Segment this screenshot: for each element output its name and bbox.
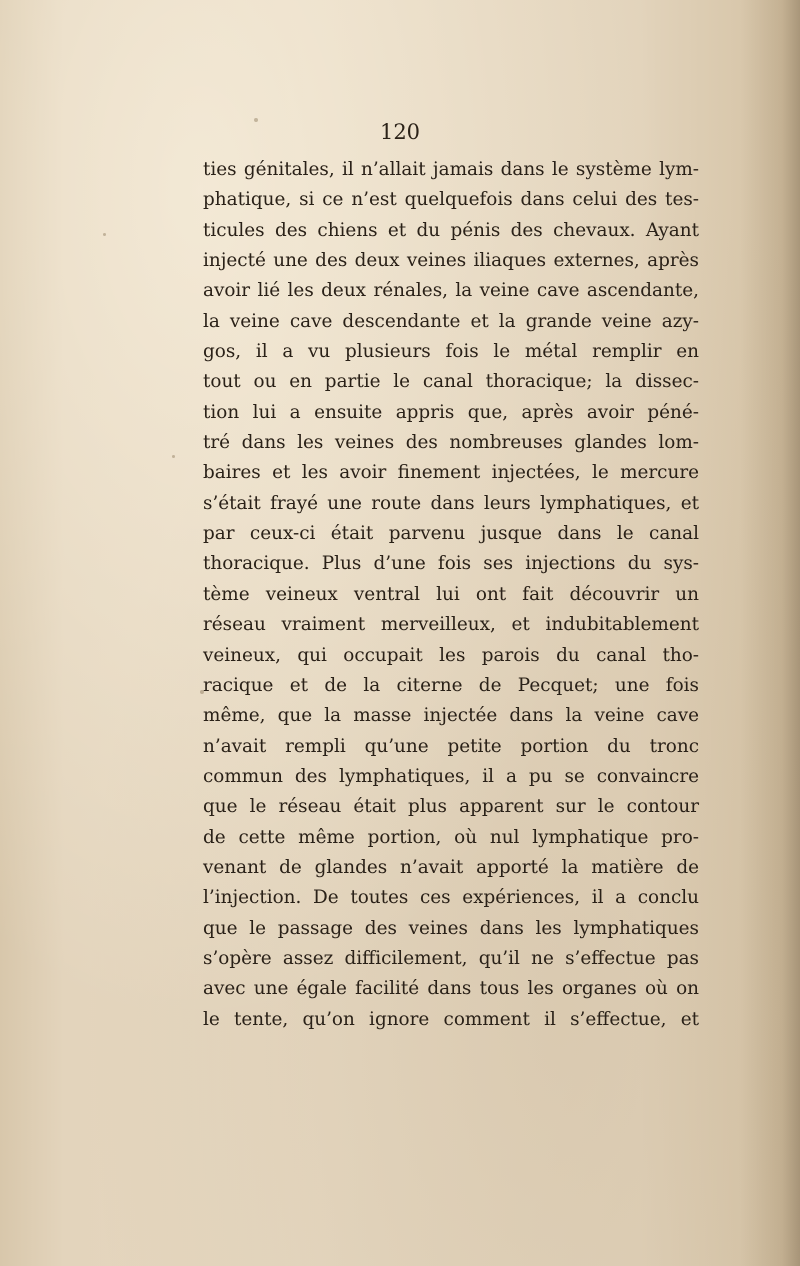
text-line: de cette même portion, où nul lymphatique pro- <box>203 826 699 848</box>
text-line: tout ou en partie le canal thoracique; la dissec- <box>203 371 699 393</box>
text-line: s’était frayé une route dans leurs lymphatiques, et <box>203 492 699 514</box>
text-line: baires et les avoir finement injectées, le mercure <box>203 462 699 484</box>
text-line: tion lui a ensuite appris que, après avoir péné- <box>203 401 699 423</box>
text-line: que le réseau était plus apparent sur le contour <box>203 796 699 818</box>
text-line: ticules des chiens et du pénis des chevaux. Ayant <box>203 219 699 241</box>
text-line: la veine cave descendante et la grande veine azy- <box>203 310 699 332</box>
text-line: l’injection. De toutes ces expériences, il a conclu <box>203 887 699 909</box>
paper-stain <box>172 455 175 458</box>
page-edge-shadow <box>740 0 800 1266</box>
text-line: tré dans les veines des nombreuses glandes lom- <box>203 432 699 454</box>
text-line: veineux, qui occupait les parois du canal tho- <box>203 644 699 666</box>
text-line: même, que la masse injectée dans la veine cave <box>203 705 699 727</box>
text-line: venant de glandes n’avait apporté la matière de <box>203 856 699 878</box>
text-line: n’avait rempli qu’une petite portion du tronc <box>203 735 699 757</box>
text-line: phatique, si ce n’est quelquefois dans celui des tes- <box>203 189 699 211</box>
text-line: que le passage des veines dans les lymphatiques <box>203 917 699 939</box>
text-line: commun des lymphatiques, il a pu se convaincre <box>203 765 699 787</box>
text-line: avec une égale facilité dans tous les organes où on <box>203 978 699 1000</box>
text-line: thoracique. Plus d’une fois ses injections du sys- <box>203 553 699 575</box>
text-line: gos, il a vu plusieurs fois le métal remplir en <box>203 341 699 363</box>
text-line: tème veineux ventral lui ont fait découvrir un <box>203 583 699 605</box>
text-line: réseau vraiment merveilleux, et indubitablement <box>203 614 699 636</box>
text-line: par ceux-ci était parvenu jusque dans le canal <box>203 523 699 545</box>
text-line: racique et de la citerne de Pecquet; une fois <box>203 674 699 696</box>
text-line: ties génitales, il n’allait jamais dans le système lym- <box>203 159 699 180</box>
text-line: s’opère assez difficilement, qu’il ne s’effectue pas <box>203 947 699 969</box>
text-line: le tente, qu’on ignore comment il s’effectue, et <box>203 1008 699 1030</box>
text-line: avoir lié les deux rénales, la veine cave ascendante, <box>203 280 699 302</box>
text-line: injecté une des deux veines iliaques externes, après <box>203 250 699 272</box>
page-number: 120 <box>379 120 421 144</box>
body-text <box>203 155 699 1035</box>
paper-stain <box>103 233 106 236</box>
